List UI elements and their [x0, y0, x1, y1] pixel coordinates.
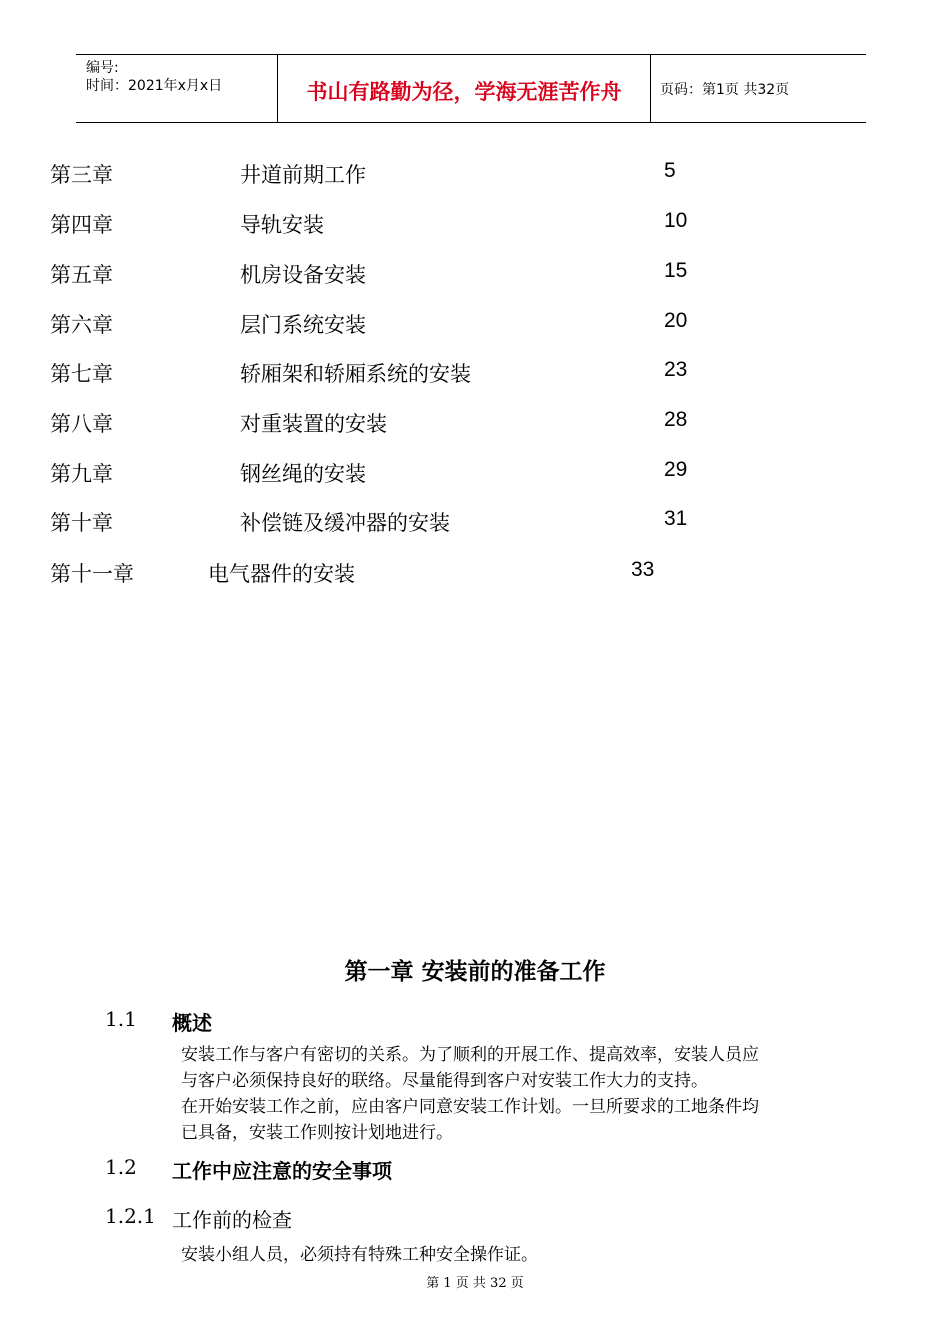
paragraph-line: 已具备，安装工作则按计划地进行。	[181, 1123, 453, 1143]
toc-row[interactable]	[0, 159, 950, 189]
toc-title: 补偿链及缓冲器的安装	[240, 511, 450, 535]
toc-title: 井道前期工作	[240, 163, 366, 187]
toc-title: 电气器件的安装	[208, 562, 355, 586]
serial-label: 编号:	[86, 60, 119, 76]
toc-chapter: 第六章	[50, 313, 113, 337]
toc-chapter: 第四章	[50, 213, 113, 237]
section-title: 工作中应注意的安全事项	[172, 1159, 392, 1183]
toc-row[interactable]	[0, 558, 950, 588]
toc-title: 轿厢架和轿厢系统的安装	[240, 362, 471, 386]
section-number: 1.1	[105, 1007, 137, 1031]
subsection-number: 1.2.1	[105, 1204, 156, 1228]
chapter-heading: 第一章 安装前的准备工作	[344, 959, 606, 985]
toc-page: 31	[664, 507, 688, 530]
paragraph-line: 在开始安装工作之前，应由客户同意安装工作计划。一旦所要求的工地条件均	[181, 1097, 759, 1117]
header-bottom-rule	[76, 122, 866, 123]
toc-page: 23	[664, 358, 688, 381]
toc-row[interactable]	[0, 408, 950, 438]
section-number: 1.2	[105, 1155, 137, 1179]
toc-page: 15	[664, 259, 688, 282]
toc-row[interactable]	[0, 358, 950, 388]
toc-page: 33	[631, 558, 655, 581]
paragraph-line: 安装小组人员，必须持有特殊工种安全操作证。	[181, 1245, 538, 1265]
toc-page: 29	[664, 458, 688, 481]
toc-chapter: 第十章	[50, 511, 113, 535]
toc-chapter: 第九章	[50, 462, 113, 486]
toc-page: 28	[664, 408, 688, 431]
header-top-rule	[76, 54, 866, 55]
toc-chapter: 第五章	[50, 263, 113, 287]
toc-chapter: 第八章	[50, 412, 113, 436]
header-divider-right	[650, 54, 651, 123]
date-line: 时间：2021年x月x日	[86, 78, 223, 94]
toc-row[interactable]	[0, 458, 950, 488]
toc-chapter: 第十一章	[50, 562, 134, 586]
toc-chapter: 第七章	[50, 362, 113, 386]
toc-row[interactable]	[0, 507, 950, 537]
toc-title: 机房设备安装	[240, 263, 366, 287]
toc-page: 10	[664, 209, 688, 232]
toc-row[interactable]	[0, 209, 950, 239]
section-title: 概述	[172, 1011, 212, 1035]
toc-title: 导轨安装	[240, 213, 324, 237]
page-info: 页码：第1页 共32页	[660, 82, 790, 98]
toc-chapter: 第三章	[50, 163, 113, 187]
header-motto: 书山有路勤为径，学海无涯苦作舟	[306, 80, 622, 104]
toc-title: 层门系统安装	[240, 313, 366, 337]
page-footer: 第 1 页 共 32 页	[426, 1276, 524, 1291]
paragraph-line: 与客户必须保持良好的联络。尽量能得到客户对安装工作大力的支持。	[181, 1071, 708, 1091]
toc-row[interactable]	[0, 259, 950, 289]
toc-row[interactable]	[0, 309, 950, 339]
subsection-title: 工作前的检查	[172, 1208, 292, 1232]
paragraph-line: 安装工作与客户有密切的关系。为了顺利的开展工作、提高效率，安装人员应	[181, 1045, 759, 1065]
toc-title: 对重装置的安装	[240, 412, 387, 436]
toc-page: 5	[664, 159, 676, 182]
toc-title: 钢丝绳的安装	[240, 462, 366, 486]
toc-page: 20	[664, 309, 688, 332]
